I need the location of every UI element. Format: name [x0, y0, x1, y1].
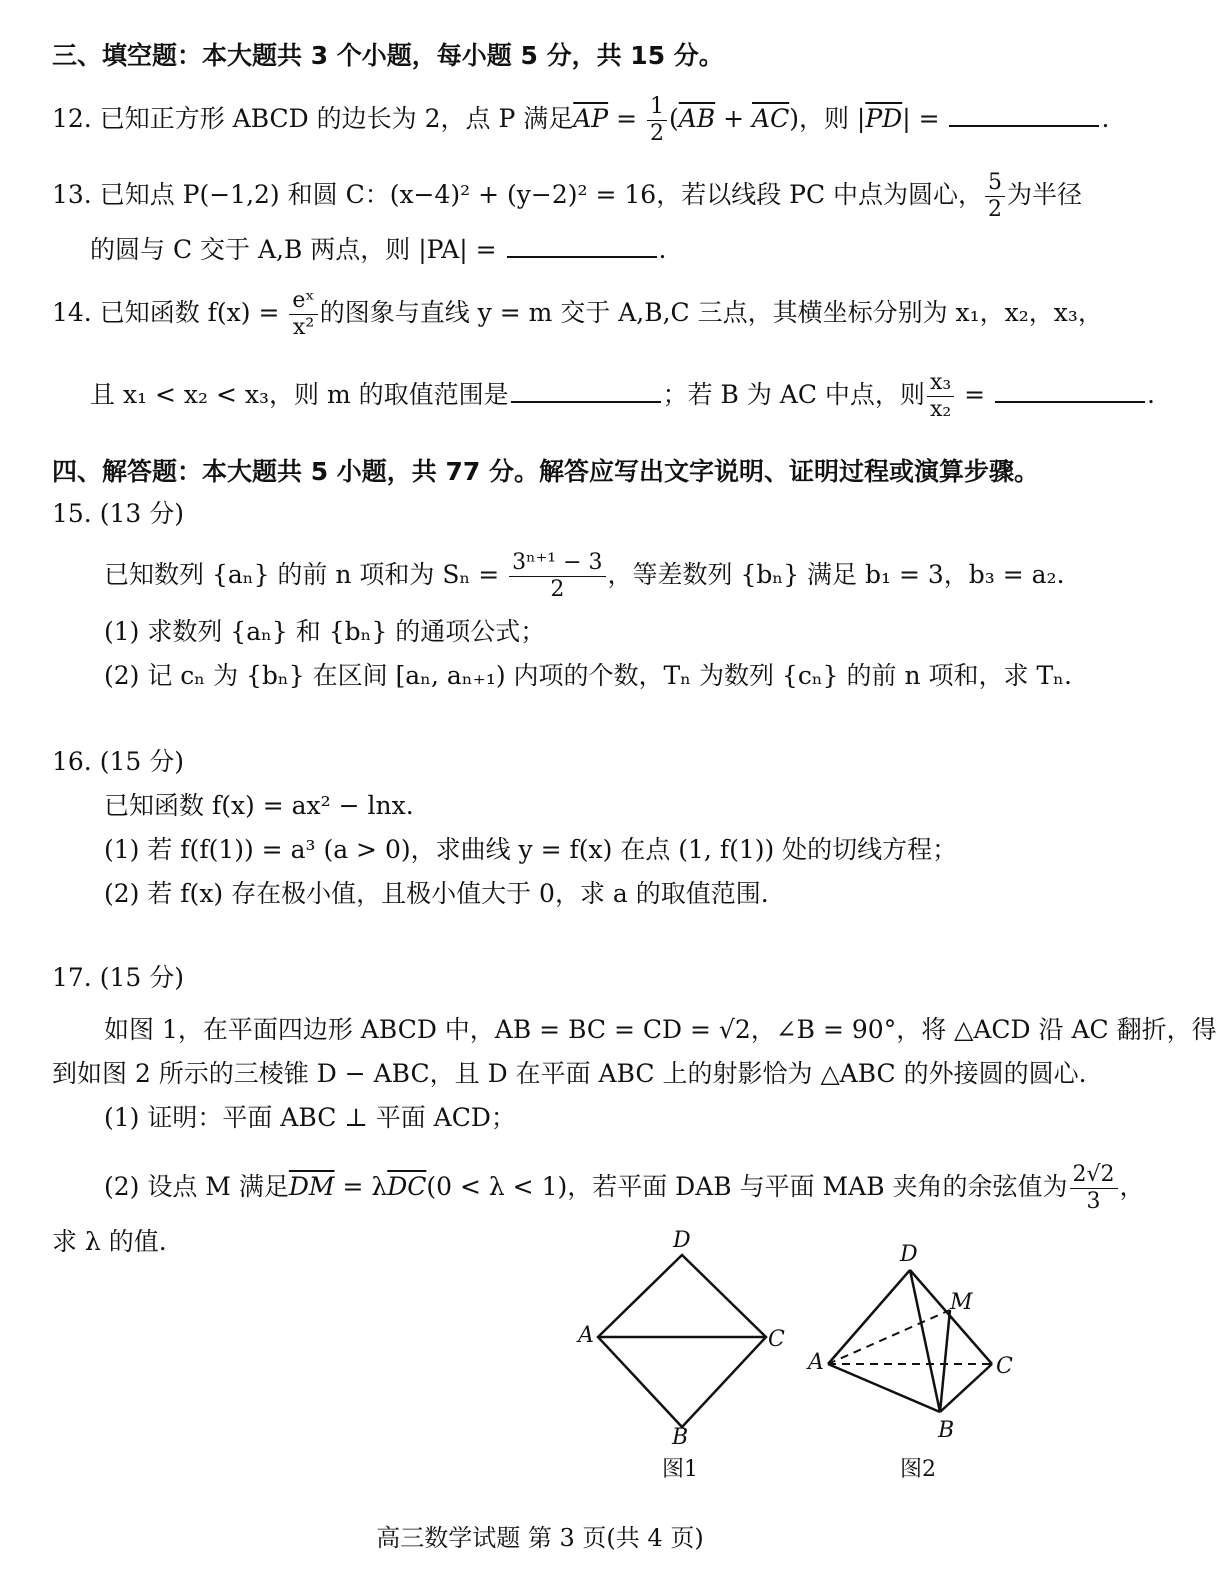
- question-17-part2: [104, 1164, 1145, 1213]
- answer-blank-14a[interactable]: [511, 379, 661, 403]
- section4-heading: 四、解答题：本大题共 5 小题，共 77 分。解答应写出文字说明、证明过程或演算步骤。: [52, 457, 1040, 486]
- question-12: 12. 已知正方形 ABCD 的边长为 2，点 P 满足$\overline{AP}$ = $\frac{1}{2}$ $(\overline{AB} + \overline{AC})$，则 $|\overline{PD}|$ = .: [52, 94, 1110, 146]
- question-16-part1: (1) 若 f(f(1)) = a³ (a > 0)，求曲线 y = f(x) 在点 (1, f(1)) 处的切线方程；: [104, 835, 958, 864]
- q15-fraction: [509, 552, 605, 601]
- q17-part2-pre: (2) 设点 M 满足: [104, 1172, 289, 1201]
- figure1-label-a: A: [578, 1323, 594, 1348]
- q14-line2-post: =: [956, 380, 994, 409]
- q14-fraction: [289, 290, 317, 339]
- q17-part2-post: ，: [1119, 1172, 1145, 1201]
- figure2-label-d: D: [900, 1242, 918, 1267]
- question-13-line2: 的圆与 C 交于 A,B 两点，则 |PA| = .: [90, 235, 667, 264]
- q17-part2-eq: = λ: [334, 1172, 388, 1201]
- question-15-part1: (1) 求数列 {aₙ} 和 {bₙ} 的通项公式；: [104, 617, 546, 646]
- q15-frac-den: 2: [550, 577, 565, 602]
- answer-blank-13[interactable]: [507, 234, 657, 258]
- page-footer: 高三数学试题 第 3 页(共 4 页): [376, 1524, 704, 1552]
- section3-heading: 三、填空题：本大题共 3 个小题，每小题 5 分，共 15 分。: [52, 41, 724, 70]
- vector-dc: $\overline{DC}$: [387, 1172, 427, 1201]
- question-16-part2: (2) 若 f(x) 存在极小值，且极小值大于 0，求 a 的取值范围.: [104, 879, 769, 908]
- figure2-label-m: M: [950, 1290, 973, 1315]
- q15-text: 已知数列 {aₙ} 的前 n 项和为 Sₙ =: [104, 560, 508, 589]
- q13-line2-text: 的圆与 C 交于 A,B 两点，则 |PA| =: [90, 235, 505, 264]
- q12-frac-den: 2: [649, 121, 664, 146]
- q15-text-post: ，等差数列 {bₙ} 满足 b₁ = 3，b₃ = a₂.: [607, 560, 1065, 589]
- q17-fraction: [1070, 1164, 1118, 1213]
- figure-2-diagram: [810, 1240, 1030, 1440]
- vector-ab: $\overline{AB}$: [678, 104, 716, 133]
- q13-fraction: [985, 172, 1005, 221]
- q12-open: (: [668, 104, 679, 133]
- q14-frac-den: x²: [292, 315, 315, 340]
- figure1-label-d: D: [673, 1228, 691, 1253]
- q12-text: 12. 已知正方形 ABCD 的边长为 2，点 P 满足: [52, 104, 574, 133]
- q13-frac-num: 5: [985, 172, 1005, 197]
- figure1-label-b: B: [672, 1425, 689, 1450]
- edge-db: [910, 1270, 940, 1412]
- question-17-title: 17. (15 分): [52, 963, 184, 992]
- question-16-title: 16. (15 分): [52, 747, 184, 776]
- question-13: [52, 172, 1082, 221]
- q13-text: 13. 已知点 P(−1,2) 和圆 C：(x−4)² + (y−2)² = 16，若以线段 PC 中点为圆心，: [52, 180, 984, 209]
- q17-part2-mid: (0 < λ < 1)，若平面 DAB 与平面 MAB 夹角的余弦值为: [426, 1172, 1068, 1201]
- figure1-caption: 图1: [662, 1457, 698, 1482]
- q14-frac-num: eˣ: [289, 290, 317, 315]
- question-16-line1: 已知函数 f(x) = ax² − lnx.: [104, 791, 414, 820]
- figure2-label-b: B: [938, 1418, 955, 1443]
- question-17-last: 求 λ 的值.: [52, 1227, 167, 1256]
- q13-text-post: 为半径: [1007, 180, 1083, 209]
- figure2-label-a: A: [808, 1350, 824, 1375]
- q17-frac-den: 3: [1086, 1189, 1101, 1214]
- q12-frac-num: 1: [647, 96, 667, 121]
- question-15-title: 15. (13 分): [52, 499, 184, 528]
- q14-line2-mid: ；若 B 为 AC 中点，则: [662, 380, 925, 409]
- q14-text: 14. 已知函数 f(x) =: [52, 298, 288, 327]
- edge-am-dashed: [828, 1310, 950, 1364]
- question-15-line1: [104, 552, 1065, 601]
- edge-dc: [910, 1270, 992, 1364]
- figure-1-diagram: [570, 1225, 810, 1485]
- edge-ab: [828, 1364, 940, 1412]
- answer-blank-14b[interactable]: [995, 379, 1145, 403]
- figure2-caption: 图2: [900, 1457, 936, 1482]
- vector-pd: $\overline{PD}$: [865, 104, 903, 133]
- q12-eq: =: [608, 104, 645, 133]
- vector-dm: $\overline{DM}$: [288, 1172, 335, 1201]
- edge-mb: [940, 1310, 950, 1412]
- q14-text-post: 的图象与直线 y = m 交于 A,B,C 三点，其横坐标分别为 x₁，x₂，x₃，: [319, 298, 1103, 327]
- edge-da: [828, 1270, 910, 1364]
- q12-post: | =: [902, 104, 948, 133]
- answer-blank-12[interactable]: [949, 103, 1099, 127]
- question-14-line2: 且 x₁ < x₂ < x₃，则 m 的取值范围是 ；若 B 为 AC 中点，则 $\frac{\text{x₃}}{\text{x₂}}$ = .: [90, 370, 1155, 422]
- figure1-quadrilateral: [598, 1255, 766, 1427]
- vector-ap: $\overline{AP}$: [573, 104, 609, 133]
- question-17-line1: 如图 1，在平面四边形 ABCD 中，AB = BC = CD = √2，∠B = 90°，将 △ACD 沿 AC 翻折，得: [104, 1015, 1217, 1044]
- q14-line2-pre: 且 x₁ < x₂ < x₃，则 m 的取值范围是: [90, 380, 509, 409]
- q12-plus: +: [715, 104, 753, 133]
- figure2-label-c: C: [996, 1354, 1013, 1379]
- q13-frac-den: 2: [988, 197, 1003, 222]
- question-15-part2: (2) 记 cₙ 为 {bₙ} 在区间 [aₙ, aₙ₊₁) 内项的个数，Tₙ 为数列 {cₙ} 的前 n 项和，求 Tₙ.: [104, 661, 1072, 690]
- q15-frac-num: 3ⁿ⁺¹ − 3: [509, 552, 605, 577]
- question-14: [52, 290, 1103, 339]
- vector-ac: $\overline{AC}$: [752, 104, 790, 133]
- q14-frac2-den: x₂: [929, 397, 952, 422]
- question-17-part1: (1) 证明：平面 ABC ⊥ 平面 ACD；: [104, 1103, 516, 1132]
- q12-close: )，则 |: [789, 104, 866, 133]
- question-17-line2: 到如图 2 所示的三棱锥 D − ABC，且 D 在平面 ABC 上的射影恰为 △ABC 的外接圆的圆心.: [52, 1059, 1087, 1088]
- q14-frac2-num: x₃: [927, 372, 954, 397]
- q12-fraction: [647, 96, 667, 145]
- q17-frac-num: 2√2: [1070, 1164, 1118, 1189]
- edge-bc: [940, 1364, 992, 1412]
- figure1-label-c: C: [768, 1327, 785, 1352]
- q14-fraction2: [927, 372, 954, 421]
